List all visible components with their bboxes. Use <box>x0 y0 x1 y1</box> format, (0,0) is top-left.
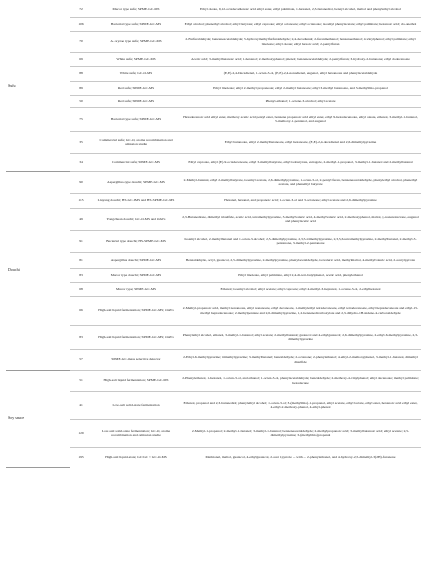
key-compounds-cell: 2-Methyl-1-propanol; 2-methyl-1-butanol; 3-methyl-1-butanol; benzeneacetaldehyde; 2-methylpropanoic acid; 3-methylbutanoic acid; ethyl acetate; 2,5-dimethylpyrazine; 3-(methylthio)propanal <box>180 419 421 447</box>
key-compounds-cell: Ethyl butanoate, ethyl 2-methylbutanoate, ethyl hexanoate, (E,E)-2,4-decadienal and 2,6-dimethylpyrazine <box>180 131 421 153</box>
table-body <box>6 2 421 467</box>
food-category-label: Sufu <box>8 82 16 88</box>
table-row <box>6 370 421 391</box>
reference-number-cell: 50 <box>70 95 92 107</box>
table-row <box>6 2 421 17</box>
key-compounds-cell: 2-Phenylethanol, 1-hexanol, 1-octen-3-ol, and ethanol; 1-octen-3-ol, phenylacetaldehyde; benzaldehyde; 2-methoxy-4-vinylphenol; ethyl decanoate; methyl palmitate; hexadecane <box>180 370 421 391</box>
sample-method-cell: Bacterial type sufu; SPME-GC-MS <box>92 17 180 31</box>
sample-method-cell: White sufu; SPME-GC-MS <box>92 52 180 66</box>
sample-method-cell: Commercial sufu; SPME-GC-MS <box>92 153 180 171</box>
reference-number-cell: 68 <box>70 282 92 296</box>
sample-method-cell: Red sufu; SPME-GC-MS <box>92 81 180 95</box>
reference-number-cell: 88 <box>70 66 92 81</box>
reference-number-cell: 91 <box>70 230 92 252</box>
key-compounds-cell: 2-Methyl-butanal, ethyl 2-methylbutyrate, isoamyl acetate, 2,6-dimethylpyrazine, 1-octen-3-ol, 2-pentyl furan, benzeneacetaldehyde, phenylethyl alcohol, phenethyl acetate, and phenethyl butyrate <box>180 171 421 193</box>
sample-method-cell: Mucor type douchi; SPME-GC-MS <box>92 268 180 282</box>
sample-method-cell: Yongchuan douchi; GC-O-MS and OAVs <box>92 208 180 230</box>
sample-method-cell: Mucor type sufu; SPME-GC-MS <box>92 2 180 17</box>
key-compounds-cell: Ethyl linoleate, ethyl palmitate, ethyl 2,4-di-tert-butylphenol, acetic acid, phenylethanol <box>180 268 421 282</box>
sample-method-cell: Low-salt solid-state fermentation; GC-O, aroma recombination and omission studie <box>92 419 180 447</box>
sample-method-cell: High-salt liquid fermentation; SPME-GC-MS <box>92 370 180 391</box>
reference-number-cell: 83 <box>70 268 92 282</box>
reference-number-cell: 57 <box>70 349 92 370</box>
reference-number-cell: 75 <box>70 107 92 131</box>
food-category-cell <box>6 370 70 467</box>
sample-method-cell: Aspergillus douchi; SPME-GC-MS <box>92 252 180 268</box>
food-category-cell <box>6 2 70 171</box>
sample-method-cell: SPME-GC-mass selective detector <box>92 349 180 370</box>
key-compounds-cell: Ethyl oleate, 9,12-octadecadienoic acid ethyl ester, ethyl palmitate, 1-hexanol, 2,3-butanediol, benzyl alcohol, maltol and phenylethyl alcohol <box>180 2 421 17</box>
food-category-cell <box>6 171 70 370</box>
sample-method-cell: Aspergillus-type douchi; SPME-GC-MS <box>92 171 180 193</box>
sample-method-cell: A. oryzae type sufu; SPME-GC-MS <box>92 31 180 52</box>
reference-number-cell: 66 <box>70 296 92 325</box>
key-compounds-cell: Ethyl linoleate; ethyl 2-methyl propanoate; ethyl 2-methyl butanoate; ethyl 3-methyl butanoate, and 3-methylthio-propanol <box>180 81 421 95</box>
food-category-label: Soy sauce <box>8 415 25 421</box>
reference-number-cell: 51 <box>70 370 92 391</box>
sample-method-cell: High-salt liquid fermentation; SPME-GC-MS; OAVs <box>92 296 180 325</box>
sample-method-cell: Bacterial type sufu; SPME-GC-MS <box>92 107 180 131</box>
reference-number-cell: 129 <box>70 419 92 447</box>
volatile-compounds-table <box>6 2 421 468</box>
key-compounds-cell: Acetic acid; 3-methylbutanoic acid; 1-hexanol; 2-methoxyphenol; phenol; benzeneacetaldehyde; 2-pentylfuran; 3-hydroxy-2-butanone; ethyl dodecanoate <box>180 52 421 66</box>
sample-method-cell: Red sufu; SPME-GC-MS <box>92 95 180 107</box>
key-compounds-cell: Isoamyl alcohol, 2-methylbutanal and 1-octen-3-alcohol; 2,5-dimethylpyrazine, 2,3,5-trimethylpyrazine, 2,3,5,6-tetramethylpyrazine, 2-methylbutanal, 2-methyl-3-pentanone, 3-methyl-2-pentanone <box>180 230 421 252</box>
sample-method-cell: Low-salt solid-state fermentation <box>92 391 180 419</box>
key-compounds-cell: Benzaldehyde, octyl, guaiacol, 2,5-dimethylpyrazine, 2-methylpyrazine, phenylacetaldehyde, isovaleric acid, methylmaltol, 4-methylvaleric acid, 2-acetylpyrrole <box>180 252 421 268</box>
reference-number-cell: 115 <box>70 193 92 208</box>
key-compounds-cell: Ethyl alcohol; phenethyl alcohol; ethyl butyrate; ethyl caproate; ethyl octanoate; ethyl octanoate; isoamyl phenylacetate; ethyl palmitate; hexanoic acid; cis-anethol <box>180 17 421 31</box>
sample-method-cell: White sufu; GC-O-MS <box>92 66 180 81</box>
reference-number-cell: 49 <box>70 208 92 230</box>
reference-number-cell: 69 <box>70 52 92 66</box>
sample-method-cell: Liuyang douchi; HS-GC-IMS and HS-SPME-GC-MS <box>92 193 180 208</box>
key-compounds-cell: Ethanol; isoamyl alcohol; ethyl acetate; ethyl caproate; ethyl 4-methyl-3-heptanol, 1-octene-3-ol, 2-ethylhexanol <box>180 282 421 296</box>
reference-number-cell: 83 <box>70 325 92 349</box>
reference-number-cell: 106 <box>70 17 92 31</box>
key-compounds-cell: Ethanol, propanol and 2,3-butanediol; phenylethyl alcohol; 1-octen-3-ol; 3-(methylthio)-1-propanol, ethyl acetate, ethyl lactate, ethyl ester, hexanoic acid ethyl ester, 4-ethyl-2-methoxy-phenol, 4-ethyl-phenol <box>180 391 421 419</box>
key-compounds-cell: 2-Methyl-propanoic acid, methyl nonanoate, ethyl nonanoate, ethyl decanoate, 1-methylethyl tetradecanoate, ethyl tetradecanoate, ethyl heptadecanoate and ethyl-15-methyl heptadecanoate; 2-methylpentane and 2,6-dimethylpyrazine, 1,2-benzenedicarboxylate and 2,3-dihydro-1H-indene-4-carboxaldehyde <box>180 296 421 325</box>
food-category-label: Douchi <box>8 267 20 273</box>
reference-number-cell: 41 <box>70 391 92 419</box>
key-compounds-cell: Methional, maltol, guaiacol, 4-ethylguaiacol, 2-acet 1pyrrole ... with ... 2-phenylethanol, and 4-hydroxy-2,5-dimethyl-3(2H)-furanone <box>205 455 396 460</box>
sample-method-cell: High-salt liquid fermentation; SPME-GC-MS; OAVs <box>92 325 180 349</box>
reference-number-cell: 81 <box>70 252 92 268</box>
reference-number-cell: 35 <box>70 131 92 153</box>
reference-number-cell: 90 <box>70 171 92 193</box>
reference-number-cell: 34 <box>70 153 92 171</box>
key-compounds-cell: Phenylethyl alcohol, ethanol, 3-methyl-1-butanol; ethyl acetate; 2-methylbutanal; guaiacol and 4-ethylguaiacol; 2,6-dimethylpyrazine, 2-ethyl-6-methylpyrazine, 2,3-dimethylpyrazine <box>180 325 421 349</box>
key-compounds-cell: 2-Furfuraldehyde; benzeneacetaldehyde; 5-hydroxymethylfurfuraldehyde; 2,4-decadienal; 2-furanmethanol; benzeneethanol; 4-vinylphenol; ethyl palmitate; ethyl linoleate; ethyl oleate; ethyl hexoic acid; 2-pentylfuran <box>180 31 421 52</box>
key-compounds-cell: Ethyl caproate, ethyl (E)-9-octadecenoate, ethyl 3-methylbutyrate, ethyl isobutyrate, estragole, 2-methyl-1-propanol, 3-methyl-1-butanol and 2-methylbutanal <box>180 153 421 171</box>
reference-number-cell: 70 <box>70 31 92 52</box>
reference-number-cell: 195 <box>78 455 84 460</box>
key-compounds-cell: 2,3-Butanedione, dimethyl trisulfide, acetic acid, tetramethylpyrazine, 3-methylvaleric acid, 4-methylvaleric acid, 2-methoxyphenol, maltol, γ-nonanolactone, eugenol and phenylacetic acid <box>180 208 421 230</box>
sample-method-cell: Commercial sufu; GC-O, aroma recombination and omission studie <box>92 131 180 153</box>
key-compounds-cell: Phenyl-ethanol; 1-octene-3-alcohol; ethyl acetate <box>180 95 421 107</box>
key-compounds-cell: Hexadecenoic acid ethyl ester, methoxy acetic acid pentyl ester, benzene propanoic acid ethyl ester, ethyl 9-hexadecenoate, ethyl oleate, ethanol, 3-methyl-1-butanol, 5-methoxy-1-pentanol, and eugenol <box>180 107 421 131</box>
sample-method-cell: Mucor type; SPME-GC-MS <box>92 282 180 296</box>
reference-number-cell: 72 <box>70 2 92 17</box>
key-compounds-cell: (E,E)-2,4-Decadienal, 1-octen-3-ol, (E,E)-2,4-nonadienal, eugenol, ethyl hexanoate and phenylacetaldehyde <box>180 66 421 81</box>
table-row <box>6 171 421 193</box>
sample-method-cell: Bacterial type douchi; HS-SPME-GC-MS <box>92 230 180 252</box>
key-compounds-cell: Hexanal, hexanal, and propanoic acid; 1-octen-3-ol and 3-octanone; ethyl acetate and 2,6-dimethylpyrazine <box>180 193 421 208</box>
reference-number-cell: 89 <box>70 81 92 95</box>
key-compounds-cell: 2-Ethyl-6-methylpyrazine; trimethylpyrazine; 3-methylbutanal; benzaldehyde; 2-octanone; 2-phenylethanol; 4-ethyl-2-methoxyphenol, 3-methyl-1-butanol, dimethyl disulfide <box>180 349 421 370</box>
sample-method-cell: High-salt liquid-state; GC/GC × GC-O-MS <box>105 455 167 460</box>
